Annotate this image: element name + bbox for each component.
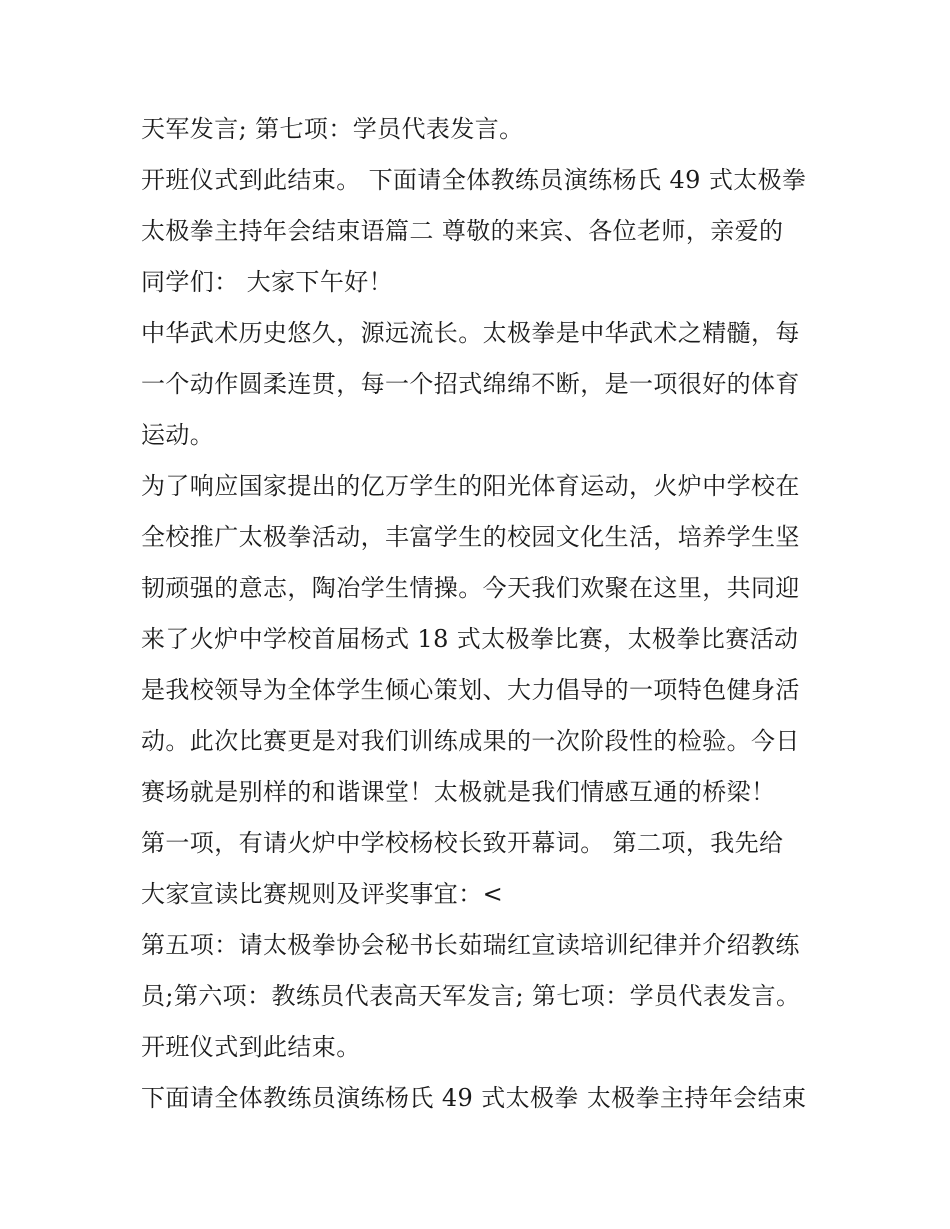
text-line: 天军发言; 第七项：学员代表发言。 [141, 115, 524, 143]
text-line: 为了响应国家提出的亿万学生的阳光体育运动，火炉中学校在 [141, 472, 800, 500]
text-line: 第一项，有请火炉中学校杨校长致开幕词。 第二项，我先给 [141, 829, 784, 857]
text-line: 中华武术历史悠久，源远流长。太极拳是中华武术之精髓，每 [141, 319, 800, 347]
text-line: 动。此次比赛更是对我们训练成果的一次阶段性的检验。今日 [141, 727, 800, 755]
text-line: 同学们： 大家下午好！ [141, 268, 394, 296]
text-line: 员;第六项：教练员代表高天军发言; 第七项：学员代表发言。 [141, 982, 801, 1010]
text-line: 一个动作圆柔连贯，每一个招式绵绵不断，是一项很好的体育 [141, 370, 800, 398]
text-line: 开班仪式到此结束。 下面请全体教练员演练杨氏 49 式太极拳 [141, 166, 807, 194]
text-line: 下面请全体教练员演练杨氏 49 式太极拳 太极拳主持年会结束 [141, 1084, 807, 1112]
text-line: 赛场就是别样的和谐课堂！太极就是我们情感互通的桥梁！ [141, 778, 776, 806]
text-line: 来了火炉中学校首届杨式 18 式太极拳比赛，太极拳比赛活动 [141, 625, 799, 653]
text-line: 韧顽强的意志，陶冶学生情操。今天我们欢聚在这里，共同迎 [141, 574, 800, 602]
text-line: 第五项：请太极拳协会秘书长茹瑞红宣读培训纪律并介绍教练 [141, 931, 800, 959]
text-line: 太极拳主持年会结束语篇二 尊敬的来宾、各位老师，亲爱的 [141, 217, 784, 245]
text-line: 全校推广太极拳活动，丰富学生的校园文化生活，培养学生坚 [141, 523, 800, 551]
text-line: 开班仪式到此结束。 [141, 1033, 361, 1061]
text-line: 大家宣读比赛规则及评奖事宜：< [141, 880, 504, 908]
text-line: 运动。 [141, 421, 215, 449]
text-line: 是我校领导为全体学生倾心策划、大力倡导的一项特色健身活 [141, 676, 800, 704]
